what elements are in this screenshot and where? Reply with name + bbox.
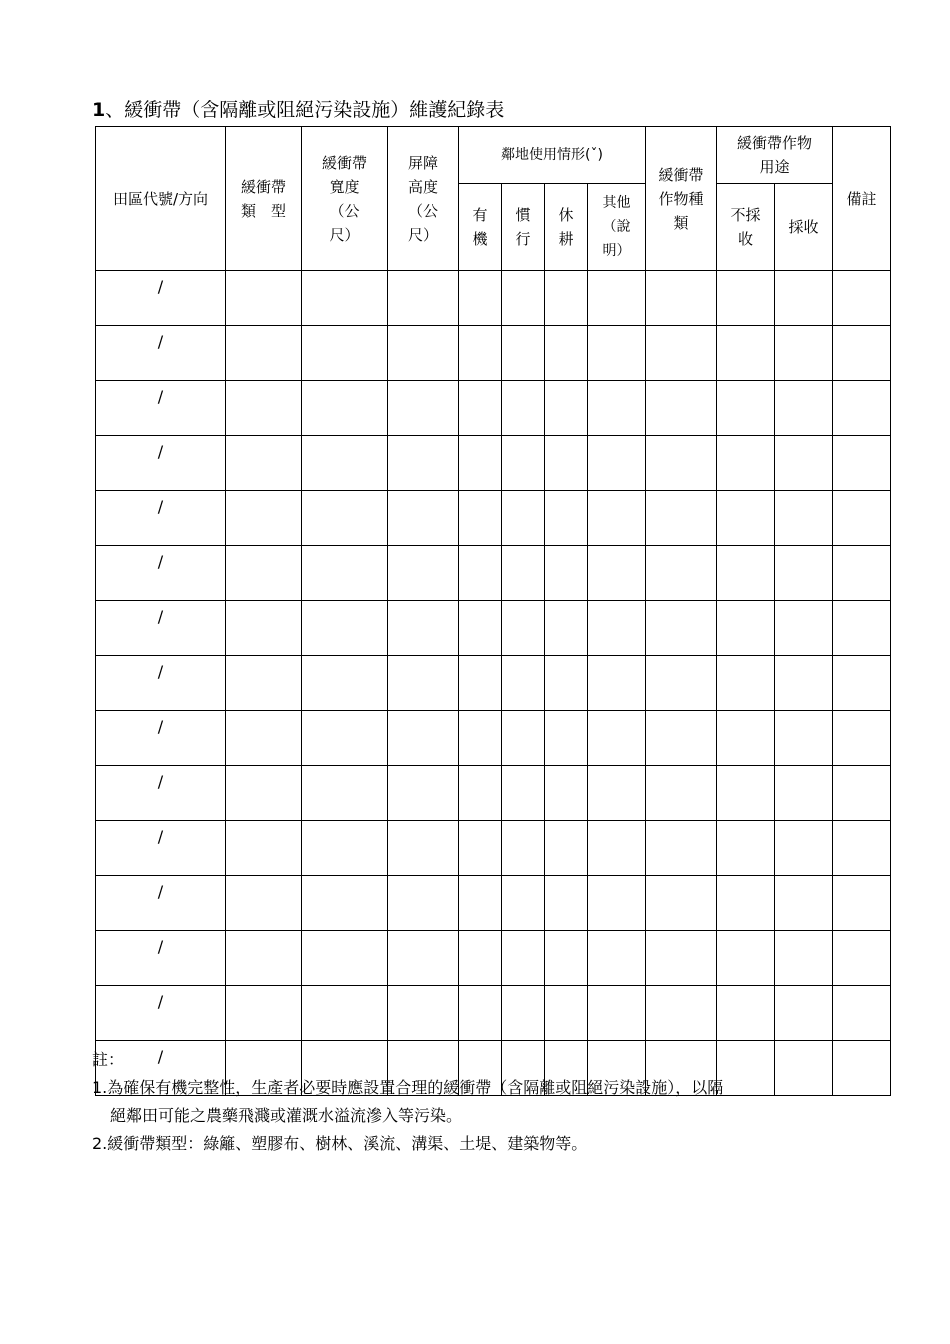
table-cell[interactable] bbox=[646, 491, 717, 546]
table-cell[interactable] bbox=[545, 601, 588, 656]
header-buffer-crop-use: 緩衝帶作物 用途 bbox=[717, 127, 833, 184]
table-cell[interactable] bbox=[388, 711, 459, 766]
table-cell[interactable] bbox=[833, 491, 891, 546]
table-cell[interactable] bbox=[775, 821, 833, 876]
table-cell[interactable] bbox=[226, 271, 302, 326]
table-cell[interactable] bbox=[775, 656, 833, 711]
table-cell[interactable] bbox=[459, 821, 502, 876]
table-cell[interactable] bbox=[459, 766, 502, 821]
page-title bbox=[92, 96, 504, 124]
table-cell[interactable] bbox=[388, 271, 459, 326]
table-cell[interactable] bbox=[646, 601, 717, 656]
table-cell[interactable] bbox=[502, 876, 545, 931]
header-fallow: 休 耕 bbox=[545, 184, 588, 271]
table-cell[interactable] bbox=[775, 711, 833, 766]
table-row bbox=[96, 491, 891, 546]
table-cell[interactable] bbox=[459, 876, 502, 931]
table-cell[interactable] bbox=[775, 601, 833, 656]
table-cell[interactable] bbox=[646, 381, 717, 436]
table-cell[interactable] bbox=[459, 656, 502, 711]
table-cell[interactable] bbox=[717, 711, 775, 766]
table-cell[interactable] bbox=[545, 326, 588, 381]
table-cell[interactable] bbox=[302, 656, 388, 711]
table-cell[interactable] bbox=[545, 986, 588, 1041]
table-cell[interactable] bbox=[775, 436, 833, 491]
table-cell[interactable] bbox=[545, 436, 588, 491]
table-cell[interactable] bbox=[388, 931, 459, 986]
table-cell[interactable] bbox=[459, 546, 502, 601]
table-cell[interactable] bbox=[502, 381, 545, 436]
header-no-harvest: 不採 收 bbox=[717, 184, 775, 271]
table-cell[interactable] bbox=[302, 821, 388, 876]
table-cell[interactable] bbox=[302, 876, 388, 931]
table-cell[interactable] bbox=[833, 821, 891, 876]
table-cell[interactable] bbox=[717, 601, 775, 656]
table-cell[interactable] bbox=[459, 711, 502, 766]
table-cell[interactable] bbox=[226, 876, 302, 931]
table-cell[interactable] bbox=[775, 931, 833, 986]
header-neighbor-use: 鄰地使用情形(ˇ) bbox=[459, 127, 646, 184]
header-other: 其他 （說 明） bbox=[588, 184, 646, 271]
header-buffer-type: 緩衝帶 類 型 bbox=[226, 127, 302, 271]
table-row bbox=[96, 931, 891, 986]
table-cell[interactable] bbox=[226, 326, 302, 381]
field-direction-cell[interactable]: / bbox=[96, 656, 226, 711]
table-row bbox=[96, 601, 891, 656]
table-cell[interactable] bbox=[302, 601, 388, 656]
table-row bbox=[96, 656, 891, 711]
header-harvest: 採收 bbox=[775, 184, 833, 271]
table-cell[interactable] bbox=[833, 931, 891, 986]
table-cell[interactable] bbox=[775, 326, 833, 381]
table-cell[interactable] bbox=[833, 601, 891, 656]
table-cell[interactable] bbox=[502, 986, 545, 1041]
table-cell[interactable] bbox=[717, 546, 775, 601]
table-cell[interactable] bbox=[502, 656, 545, 711]
table-cell[interactable] bbox=[226, 986, 302, 1041]
table-cell[interactable] bbox=[226, 931, 302, 986]
table-cell[interactable] bbox=[459, 601, 502, 656]
table-cell[interactable] bbox=[388, 491, 459, 546]
field-direction-cell[interactable]: / bbox=[96, 711, 226, 766]
field-direction-cell[interactable]: / bbox=[96, 821, 226, 876]
field-direction-cell[interactable]: / bbox=[96, 271, 226, 326]
table-cell[interactable] bbox=[775, 876, 833, 931]
table-cell[interactable] bbox=[226, 821, 302, 876]
table-cell[interactable] bbox=[588, 326, 646, 381]
table-cell[interactable] bbox=[646, 766, 717, 821]
table-cell[interactable] bbox=[775, 491, 833, 546]
table-cell[interactable] bbox=[459, 271, 502, 326]
table-cell[interactable] bbox=[502, 931, 545, 986]
table-cell[interactable] bbox=[833, 546, 891, 601]
table-cell[interactable] bbox=[646, 711, 717, 766]
field-direction-cell[interactable]: / bbox=[96, 986, 226, 1041]
table-cell[interactable] bbox=[226, 436, 302, 491]
table-cell[interactable] bbox=[646, 656, 717, 711]
field-direction-cell[interactable]: / bbox=[96, 491, 226, 546]
table-cell[interactable] bbox=[226, 656, 302, 711]
table-cell[interactable] bbox=[388, 821, 459, 876]
table-cell[interactable] bbox=[302, 931, 388, 986]
table-cell[interactable] bbox=[302, 546, 388, 601]
header-buffer-crop-type: 緩衝帶 作物種 類 bbox=[646, 127, 717, 271]
table-cell[interactable] bbox=[588, 271, 646, 326]
table-cell[interactable] bbox=[717, 766, 775, 821]
table-cell[interactable] bbox=[646, 876, 717, 931]
table-cell[interactable] bbox=[545, 491, 588, 546]
table-cell[interactable] bbox=[717, 271, 775, 326]
table-cell[interactable] bbox=[388, 436, 459, 491]
table-cell[interactable] bbox=[833, 271, 891, 326]
table-cell[interactable] bbox=[459, 381, 502, 436]
table-cell[interactable] bbox=[459, 326, 502, 381]
table-cell[interactable] bbox=[502, 766, 545, 821]
header-conventional: 慣 行 bbox=[502, 184, 545, 271]
table-cell[interactable] bbox=[588, 491, 646, 546]
header-remarks: 備註 bbox=[833, 127, 891, 271]
table-cell[interactable] bbox=[459, 491, 502, 546]
table-cell[interactable] bbox=[302, 381, 388, 436]
table-row bbox=[96, 546, 891, 601]
table-row bbox=[96, 766, 891, 821]
table-cell[interactable] bbox=[833, 656, 891, 711]
table-cell[interactable] bbox=[717, 436, 775, 491]
table-cell[interactable] bbox=[717, 326, 775, 381]
table-cell[interactable] bbox=[646, 271, 717, 326]
table-cell[interactable] bbox=[588, 931, 646, 986]
table-cell[interactable] bbox=[833, 381, 891, 436]
field-direction-cell[interactable]: / bbox=[96, 1041, 226, 1096]
field-direction-cell[interactable]: / bbox=[96, 326, 226, 381]
table-cell[interactable] bbox=[545, 546, 588, 601]
table-cell[interactable] bbox=[646, 436, 717, 491]
table-cell[interactable] bbox=[588, 601, 646, 656]
notes-label: 註： bbox=[92, 1050, 125, 1069]
table-cell[interactable] bbox=[226, 381, 302, 436]
field-direction-cell[interactable]: / bbox=[96, 601, 226, 656]
table-cell[interactable] bbox=[717, 656, 775, 711]
field-direction-cell[interactable]: / bbox=[96, 931, 226, 986]
table-row bbox=[96, 986, 891, 1041]
table-cell[interactable] bbox=[646, 821, 717, 876]
table-cell[interactable] bbox=[545, 821, 588, 876]
table-cell[interactable] bbox=[545, 766, 588, 821]
table-cell[interactable] bbox=[459, 436, 502, 491]
table-row bbox=[96, 876, 891, 931]
table-cell[interactable] bbox=[388, 876, 459, 931]
table-cell[interactable] bbox=[833, 766, 891, 821]
table-cell[interactable] bbox=[226, 601, 302, 656]
table-cell[interactable] bbox=[502, 326, 545, 381]
table-cell[interactable] bbox=[502, 271, 545, 326]
field-direction-cell[interactable]: / bbox=[96, 876, 226, 931]
table-cell[interactable] bbox=[646, 931, 717, 986]
table-cell[interactable] bbox=[459, 931, 502, 986]
table-cell[interactable] bbox=[226, 766, 302, 821]
table-cell[interactable] bbox=[545, 271, 588, 326]
header-buffer-width: 緩衝帶 寬度 （公 尺） bbox=[302, 127, 388, 271]
table-row bbox=[96, 381, 891, 436]
table-cell[interactable] bbox=[646, 546, 717, 601]
table-cell[interactable] bbox=[646, 326, 717, 381]
table-cell[interactable] bbox=[459, 986, 502, 1041]
header-field-direction: 田區代號/方向 bbox=[96, 127, 226, 271]
table-cell[interactable] bbox=[775, 986, 833, 1041]
table-cell[interactable] bbox=[717, 986, 775, 1041]
title-text: 、緩衝帶（含隔離或阻絕污染設施）維護紀錄表 bbox=[105, 99, 505, 121]
table-cell[interactable] bbox=[388, 546, 459, 601]
table-row bbox=[96, 711, 891, 766]
table-cell[interactable] bbox=[388, 656, 459, 711]
table-cell[interactable] bbox=[833, 711, 891, 766]
field-direction-cell[interactable]: / bbox=[96, 546, 226, 601]
table-row bbox=[96, 821, 891, 876]
table-cell[interactable] bbox=[302, 436, 388, 491]
table-cell[interactable] bbox=[588, 546, 646, 601]
table-cell[interactable] bbox=[588, 821, 646, 876]
table-cell[interactable] bbox=[545, 381, 588, 436]
table-cell[interactable] bbox=[388, 326, 459, 381]
table-cell[interactable] bbox=[388, 381, 459, 436]
table-cell[interactable] bbox=[775, 271, 833, 326]
table-cell[interactable] bbox=[833, 436, 891, 491]
table-cell[interactable] bbox=[588, 766, 646, 821]
table-cell[interactable] bbox=[775, 766, 833, 821]
table-cell[interactable] bbox=[775, 546, 833, 601]
table-cell[interactable] bbox=[646, 986, 717, 1041]
table-cell[interactable] bbox=[833, 986, 891, 1041]
note-item-1: 1.為確保有機完整性，生產者必要時應設置合理的緩衝帶（含隔離或阻絕污染設施），以隔 bbox=[92, 1078, 724, 1097]
table-cell[interactable] bbox=[302, 491, 388, 546]
table-cell[interactable] bbox=[302, 326, 388, 381]
header-barrier-height: 屏障 高度 （公 尺） bbox=[388, 127, 459, 271]
table-cell[interactable] bbox=[502, 821, 545, 876]
note-item-2: 2.緩衝帶類型：綠籬、塑膠布、樹林、溪流、溝渠、土堤、建築物等。 bbox=[92, 1134, 588, 1153]
table-cell[interactable] bbox=[388, 601, 459, 656]
table-cell[interactable] bbox=[502, 711, 545, 766]
table-cell[interactable] bbox=[545, 876, 588, 931]
table-cell[interactable] bbox=[545, 931, 588, 986]
table-cell[interactable] bbox=[588, 436, 646, 491]
table-cell[interactable] bbox=[833, 326, 891, 381]
table-cell[interactable] bbox=[588, 876, 646, 931]
table-row bbox=[96, 436, 891, 491]
table-cell[interactable] bbox=[588, 711, 646, 766]
table-cell[interactable] bbox=[588, 986, 646, 1041]
table-cell[interactable] bbox=[717, 876, 775, 931]
table-cell[interactable] bbox=[545, 656, 588, 711]
table-cell[interactable] bbox=[717, 491, 775, 546]
table-cell[interactable] bbox=[388, 986, 459, 1041]
field-direction-cell[interactable]: / bbox=[96, 381, 226, 436]
table-cell[interactable] bbox=[502, 491, 545, 546]
table-cell[interactable] bbox=[717, 931, 775, 986]
table-cell[interactable] bbox=[226, 546, 302, 601]
table-cell[interactable] bbox=[717, 381, 775, 436]
title-number: 1 bbox=[92, 99, 106, 121]
table-cell[interactable] bbox=[302, 986, 388, 1041]
table-cell[interactable] bbox=[833, 876, 891, 931]
table-cell[interactable] bbox=[226, 711, 302, 766]
table-cell[interactable] bbox=[502, 546, 545, 601]
table-cell[interactable] bbox=[717, 821, 775, 876]
note-item-1-continued: 絕鄰田可能之農藥飛濺或灌溉水溢流滲入等污染。 bbox=[110, 1106, 463, 1125]
field-direction-cell[interactable]: / bbox=[96, 436, 226, 491]
table-row bbox=[96, 271, 891, 326]
table-cell[interactable] bbox=[775, 381, 833, 436]
maintenance-record-table bbox=[95, 126, 891, 1096]
table-cell[interactable] bbox=[588, 656, 646, 711]
table-cell[interactable] bbox=[388, 766, 459, 821]
notes-section bbox=[92, 1046, 892, 1158]
table-cell[interactable] bbox=[302, 271, 388, 326]
table-cell[interactable] bbox=[502, 436, 545, 491]
table-cell[interactable] bbox=[545, 711, 588, 766]
table-cell[interactable] bbox=[502, 601, 545, 656]
field-direction-cell[interactable]: / bbox=[96, 766, 226, 821]
table-cell[interactable] bbox=[588, 381, 646, 436]
table-cell[interactable] bbox=[226, 491, 302, 546]
table-cell[interactable] bbox=[302, 766, 388, 821]
table-row bbox=[96, 326, 891, 381]
header-organic: 有 機 bbox=[459, 184, 502, 271]
table-cell[interactable] bbox=[302, 711, 388, 766]
